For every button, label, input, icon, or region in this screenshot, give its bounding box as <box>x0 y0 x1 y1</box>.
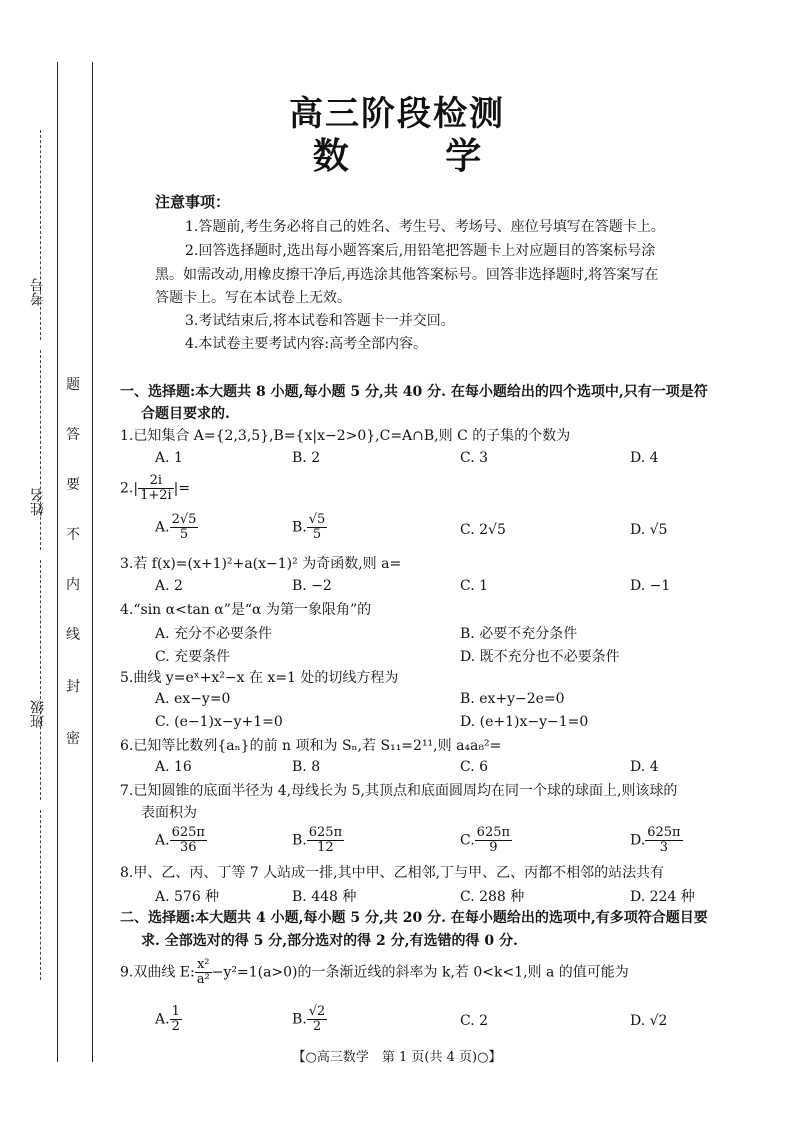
option-a: A. ex−y=0 <box>155 691 231 707</box>
option-b: B. −2 <box>292 578 332 594</box>
section-2-heading-cont: 求. 全部选对的得 5 分,部分选对的得 2 分,有选错的得 0 分. <box>141 933 518 949</box>
fraction-numerator: 2i <box>138 474 174 489</box>
option-label: C. <box>460 832 475 849</box>
option-d: D. (e+1)x−y−1=0 <box>460 714 589 730</box>
fraction-numerator: 625π <box>476 825 511 840</box>
option-fraction <box>307 1005 328 1034</box>
option-a: A. 576 种 <box>155 889 220 905</box>
option-fraction <box>170 826 207 855</box>
notice-item: 4.本试卷主要考试内容:高考全部内容。 <box>185 336 428 352</box>
option-fraction <box>307 826 344 855</box>
option-c: C. 2√5 <box>460 522 506 538</box>
question-5-stem: 5.曲线 y=eˣ+x²−x 在 x=1 处的切线方程为 <box>120 670 399 686</box>
option-d: D. 4 <box>630 759 659 775</box>
section-2-heading: 二、选择题:本大题共 4 小题,每小题 5 分,共 20 分. 在每小题给出的选项中,有多项符合题目要 <box>120 910 708 926</box>
fraction-denominator: 9 <box>489 840 498 855</box>
question-2-fraction <box>138 474 174 503</box>
option-label: B. <box>292 1011 307 1028</box>
option-fraction <box>307 513 328 542</box>
section-1-heading-cont: 合题目要求的. <box>141 406 230 422</box>
option-fraction <box>170 513 199 542</box>
option-label: D. <box>630 832 646 849</box>
fraction-denominator: 5 <box>312 527 322 542</box>
question-1-stem: 1.已知集合 A={2,3,5},B={x|x−2>0},C=A∩B,则 C 的子集的个数为 <box>120 428 571 444</box>
fraction-numerator: √5 <box>308 512 326 527</box>
question-7-stem-cont: 表面积为 <box>141 805 197 821</box>
option-label: A. <box>155 1011 170 1028</box>
option-b: B. 必要不充分条件 <box>460 626 578 642</box>
option-a: A. 充分不必要条件 <box>155 626 273 642</box>
fraction-denominator: 2 <box>312 1019 322 1034</box>
question-4-stem: 4.“sin α<tan α”是“α 为第一象限角”的 <box>120 602 372 618</box>
fraction-denominator: a² <box>196 972 210 987</box>
notice-item: 3.考试结束后,将本试卷和答题卡一并交回。 <box>185 313 455 329</box>
option-fraction <box>170 1005 182 1034</box>
seal-char: 密 <box>66 731 80 747</box>
fraction-numerator: 625π <box>647 825 681 840</box>
option-d: D. √5 <box>630 522 668 538</box>
fraction-denominator: 5 <box>179 527 189 542</box>
blank-line-seat <box>40 810 41 980</box>
seal-char: 内 <box>66 577 80 593</box>
seal-char: 答 <box>66 427 80 443</box>
page-footer: 【○高三数学 第 1 页(共 4 页)○】 <box>292 1050 502 1065</box>
section-1-heading: 一、选择题:本大题共 8 小题,每小题 5 分,共 40 分. 在每小题给出的四个选项中,只有一项是符 <box>120 384 708 400</box>
question-6-stem: 6.已知等比数列{aₙ}的前 n 项和为 Sₙ,若 S₁₁=2¹¹,则 a₄a₈²= <box>120 738 502 754</box>
option-label: B. <box>292 519 307 536</box>
blank-line-name <box>40 350 41 550</box>
option-c: C. 6 <box>460 759 489 775</box>
seal-char: 封 <box>66 679 80 695</box>
option-b <box>292 826 344 855</box>
fraction-numerator: 625π <box>171 825 205 840</box>
seal-char: 线 <box>66 627 80 643</box>
option-c <box>460 826 512 855</box>
question-2-stem <box>120 474 190 503</box>
fraction-denominator: 3 <box>659 840 668 855</box>
option-fraction <box>645 826 682 855</box>
option-d <box>630 826 683 855</box>
option-a <box>155 1005 182 1034</box>
option-a <box>155 826 207 855</box>
option-a <box>155 513 198 542</box>
question-9-stem <box>120 958 629 987</box>
option-label: A. <box>155 832 170 849</box>
label-class: 班级 <box>30 700 46 728</box>
option-b <box>292 1005 327 1034</box>
question-2-prefix: 2. <box>120 480 134 497</box>
fraction-denominator: 36 <box>179 840 197 855</box>
option-b: B. 2 <box>292 450 321 466</box>
question-2-suffix: = <box>178 480 191 497</box>
question-9-suffix: −y²=1(a>0)的一条渐近线的斜率为 k,若 0<k<1,则 a 的值可能为 <box>211 964 629 981</box>
option-b: B. 8 <box>292 759 321 775</box>
option-label: B. <box>292 832 307 849</box>
question-3-stem: 3.若 f(x)=(x+1)²+a(x−1)² 为奇函数,则 a= <box>120 556 402 572</box>
notice-item: 2.回答选择题时,选出每小题答案后,用铅笔把答题卡上对应题目的答案标号涂 <box>185 243 656 259</box>
question-7-stem: 7.已知圆锥的底面半径为 4,母线长为 5,其顶点和底面圆周均在同一个球的球面上,则该球的 <box>120 783 678 799</box>
option-fraction <box>475 826 512 855</box>
option-b: B. ex+y−2e=0 <box>460 691 565 707</box>
fraction-numerator: 1 <box>171 1004 180 1019</box>
option-a: A. 16 <box>155 759 192 775</box>
fraction-numerator: x² <box>195 958 212 973</box>
option-a: A. 1 <box>155 450 183 466</box>
fraction-denominator: 12 <box>317 840 334 855</box>
notice-item: 答题卡上。写在本试卷上无效。 <box>155 290 351 306</box>
fraction-numerator: 2√5 <box>171 512 197 527</box>
question-9-prefix: 9.双曲线 E: <box>120 964 195 981</box>
option-c: C. 3 <box>460 450 489 466</box>
blank-line-class <box>40 560 41 800</box>
notice-title: 注意事项： <box>155 193 231 211</box>
binding-line-inner <box>92 62 93 1062</box>
question-8-stem: 8.甲、乙、丙、丁等 7 人站成一排,其中甲、乙相邻,丁与甲、乙、丙都不相邻的站法共有 <box>120 865 665 881</box>
seal-char: 要 <box>66 477 80 493</box>
option-b <box>292 513 327 542</box>
option-c: C. 288 种 <box>460 889 525 905</box>
option-b: B. 448 种 <box>292 889 357 905</box>
seal-char: 不 <box>66 527 80 543</box>
option-d: D. 4 <box>630 450 659 466</box>
option-label: A. <box>155 519 170 536</box>
abs-bar-left: | <box>133 480 139 497</box>
option-c: C. 充要条件 <box>155 649 231 665</box>
question-9-fraction <box>195 958 212 987</box>
option-d: D. 既不充分也不必要条件 <box>460 649 620 665</box>
notice-item: 1.答题前,考生务必将自己的姓名、考生号、考场号、座位号填写在答题卡上。 <box>185 219 665 235</box>
fraction-numerator: 625π <box>308 825 343 840</box>
option-d: D. −1 <box>630 578 671 594</box>
option-d: D. √2 <box>630 1013 668 1029</box>
option-c: C. 2 <box>460 1013 489 1029</box>
label-exam-no: 考号 <box>30 278 46 306</box>
seal-char: 题 <box>66 377 80 393</box>
fraction-denominator: 2 <box>171 1019 180 1034</box>
abs-bar-right: | <box>173 480 179 497</box>
fraction-denominator: 1+2i <box>140 488 172 503</box>
binding-line-outer <box>57 62 58 1062</box>
subject-title: 数 学 <box>312 135 524 177</box>
option-d: D. 224 种 <box>630 889 695 905</box>
exam-title: 高三阶段检测 <box>289 94 505 134</box>
option-c: C. (e−1)x−y+1=0 <box>155 714 283 730</box>
option-a: A. 2 <box>155 578 183 594</box>
option-c: C. 1 <box>460 578 489 594</box>
notice-item: 黑。如需改动,用橡皮擦干净后,再选涂其他答案标号。回答非选择题时,将答案写在 <box>155 267 659 283</box>
fraction-numerator: √2 <box>308 1004 326 1019</box>
label-name: 姓名 <box>30 488 46 516</box>
